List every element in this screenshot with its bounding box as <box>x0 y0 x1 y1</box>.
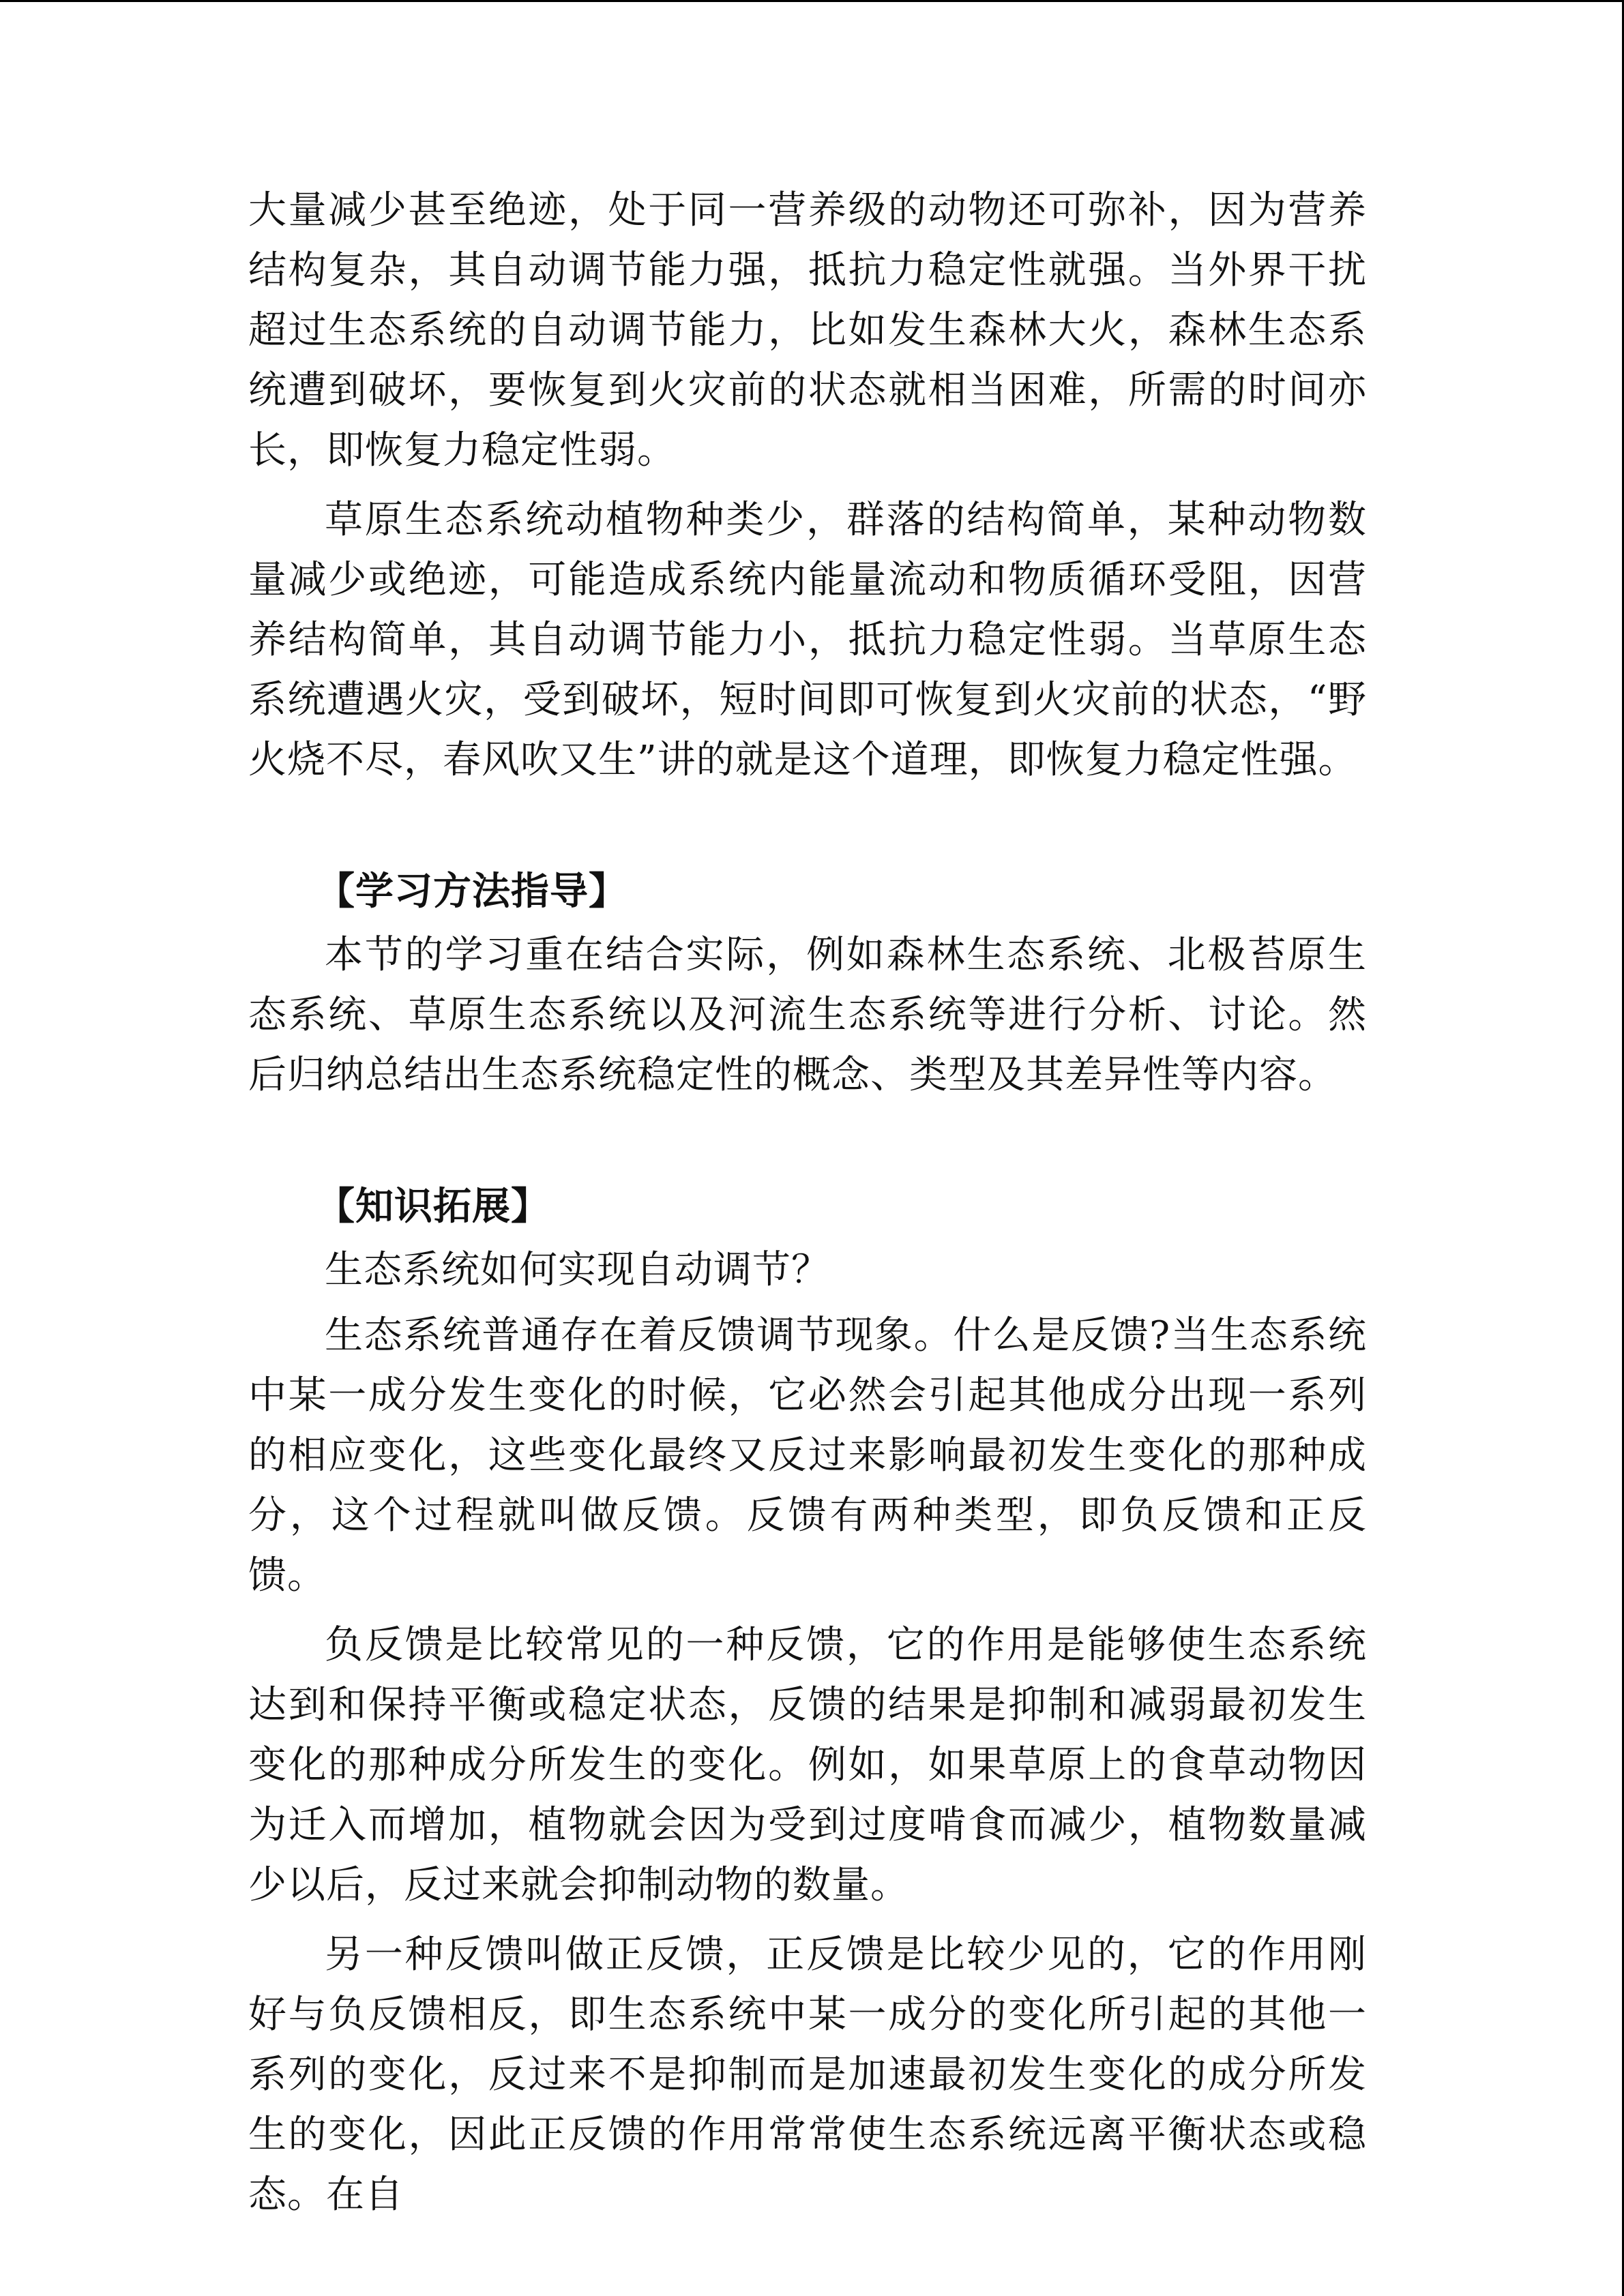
paragraph-positive-feedback: 另一种反馈叫做正反馈，正反馈是比较少见的，它的作用刚好与负反馈相反，即生态系统中某一成分的变化所引起的其他一系列的变化，反过来不是抑制而是加速最初发生变化的成分所发生的变化，因此正反馈的作用常常使生态系统远离平衡状态或稳态。在自 <box>248 1933 1367 2217</box>
paragraph-forest-continuation: 大量减少甚至绝迹，处于同一营养级的动物还可弥补，因为营养结构复杂，其自动调节能力强，抵抗力稳定性就强。当外界干扰超过生态系统的自动调节能力，比如发生森林大火，森林生态系统遭到破坏，要恢复到火灾前的状态就相当困难，所需的时间亦长，即恢复力稳定性弱。 <box>248 188 1367 473</box>
paragraph-grassland: 草原生态系统动植物种类少，群落的结构简单，某种动物数量减少或绝迹，可能造成系统内能量流动和物质循环受阻，因营养结构简单，其自动调节能力小，抵抗力稳定性弱。当草原生态系统遭遇火灾，受到破坏，短时间即可恢复到火灾前的状态，“野火烧不尽，春风吹又生”讲的就是这个道理，即恢复力稳定性强。 <box>248 498 1367 782</box>
heading-study-method: 【学习方法指导】 <box>316 869 628 914</box>
heading-knowledge-extension: 【知识拓展】 <box>316 1184 550 1229</box>
paragraph-study-method: 本节的学习重在结合实际，例如森林生态系统、北极苔原生态系统、草原生态系统以及河流生态系统等进行分析、讨论。然后归纳总结出生态系统稳定性的概念、类型及其差异性等内容。 <box>248 933 1367 1097</box>
paragraph-negative-feedback: 负反馈是比较常见的一种反馈，它的作用是能够使生态系统达到和保持平衡或稳定状态，反馈的结果是抑制和减弱最初发生变化的那种成分所发生的变化。例如，如果草原上的食草动物因为迁入而增加，植物就会因为受到过度啃食而减少，植物数量减少以后，反过来就会抑制动物的数量。 <box>248 1623 1367 1907</box>
paragraph-feedback-definition: 生态系统普通存在着反馈调节现象。什么是反馈?当生态系统中某一成分发生变化的时候，它必然会引起其他成分出现一系列的相应变化，这些变化最终又反过来影响最初发生变化的那种成分，这个过程就叫做反馈。反馈有两种类型，即负反馈和正反馈。 <box>248 1313 1367 1598</box>
page-content <box>248 181 1367 2235</box>
question-self-regulation: 生态系统如何实现自动调节？ <box>325 1248 830 1292</box>
